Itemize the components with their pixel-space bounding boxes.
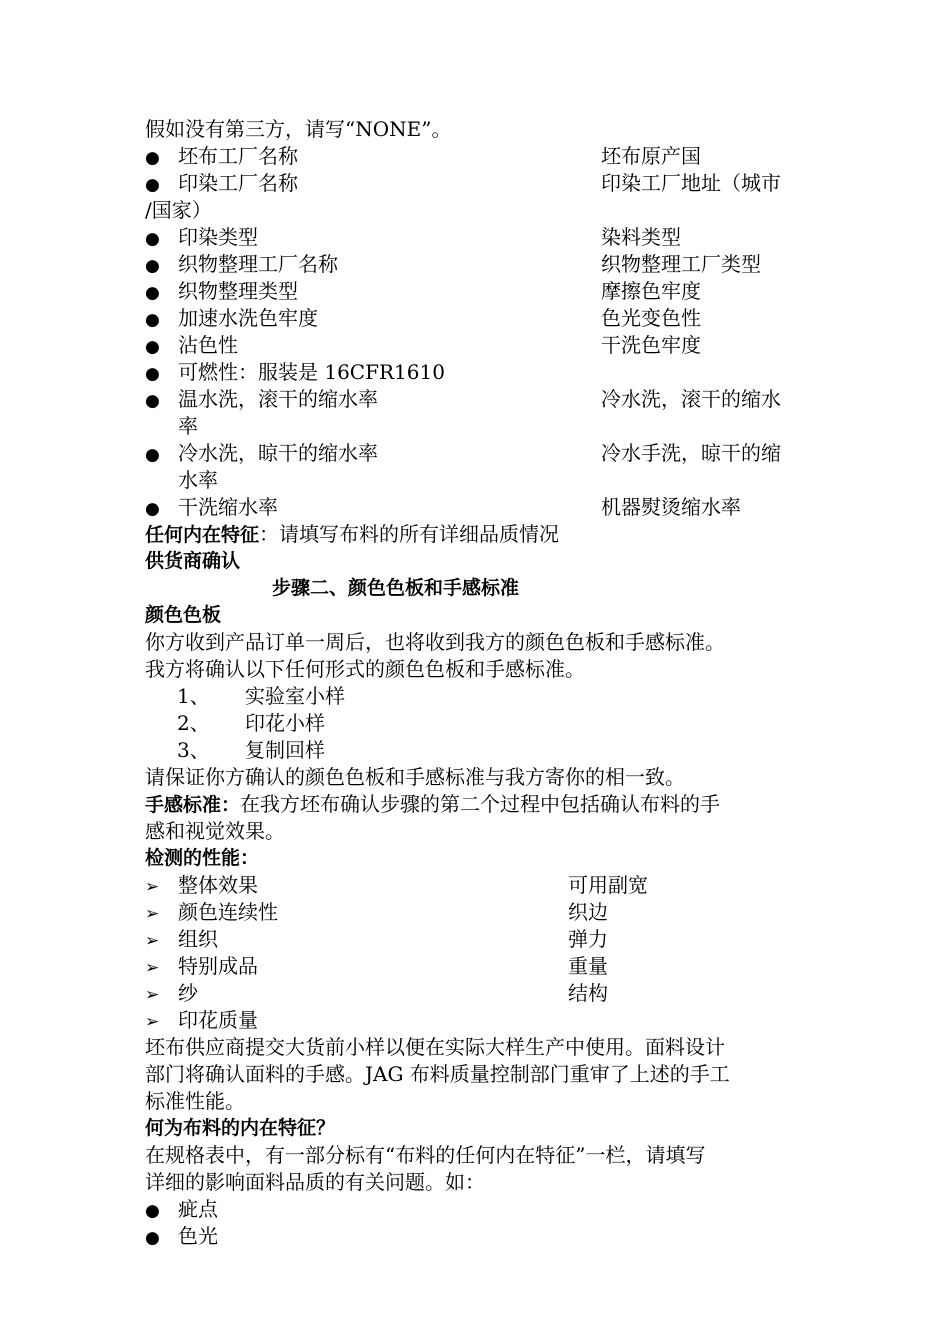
item-left: 可燃性：服装是 16CFR1610	[178, 360, 445, 384]
list-item	[145, 251, 810, 278]
spec-para-line-2: 详细的影响面料品质的有关问题。如：	[145, 1170, 485, 1194]
bullet-icon	[145, 359, 178, 386]
bullet-icon	[145, 251, 178, 278]
hand-standard-line-1	[145, 791, 810, 818]
arrow-bullet-icon	[145, 980, 178, 1007]
item-right: 干洗色牢度	[601, 333, 701, 357]
list-item	[145, 224, 810, 251]
greige-para-line-3: 标准性能。	[145, 1089, 245, 1113]
item-right: 机器熨烫缩水率	[601, 495, 741, 519]
list-item	[145, 440, 810, 467]
ensure-line: 请保证你方确认的颜色色板和手感标准与我方寄你的相一致。	[145, 765, 685, 789]
inherent-label: 任何内在特征	[145, 524, 260, 546]
item-continuation: 水率	[178, 468, 218, 492]
defect-list	[145, 1196, 810, 1250]
document-body	[145, 116, 810, 1250]
item-left: 印染类型	[178, 225, 258, 249]
list-item	[145, 170, 810, 197]
item-right: 结构	[568, 981, 608, 1005]
step2-heading: 步骤二、颜色色板和手感标准	[272, 577, 520, 599]
bullet-icon	[145, 386, 178, 413]
inherent-characteristics-heading: 何为布料的内在特征？	[145, 1117, 336, 1139]
item-right: 色光变色性	[601, 306, 701, 330]
hand-standard-label: 手感标准：	[145, 794, 241, 816]
item-right: 冷水洗，滚干的缩水	[601, 387, 781, 411]
tested-properties-heading: 检测的性能：	[145, 847, 260, 869]
bullet-icon	[145, 1223, 178, 1250]
item-right: 织物整理工厂类型	[601, 252, 761, 276]
item-left: 印花质量	[178, 1008, 258, 1032]
item-left: 组织	[178, 927, 218, 951]
arrow-bullet-icon	[145, 953, 178, 980]
item-text: 复制回样	[245, 738, 325, 762]
list-item	[145, 683, 810, 710]
item-left: 坯布工厂名称	[178, 144, 298, 168]
arrow-bullet-icon	[145, 899, 178, 926]
arrow-bullet-icon	[145, 1007, 178, 1034]
list-item	[145, 710, 810, 737]
item-right: 坯布原产国	[601, 144, 701, 168]
item-left: 干洗缩水率	[178, 495, 278, 519]
bullet-icon	[145, 224, 178, 251]
item-left: 印染工厂名称	[178, 171, 298, 195]
item-text: 色光	[178, 1224, 218, 1248]
list-item	[145, 278, 810, 305]
list-item	[145, 980, 810, 1007]
tested-properties-list	[145, 872, 810, 1034]
item-continuation: 率	[178, 414, 198, 438]
greige-para-line-2: 部门将确认面料的手感。JAG 布料质量控制部门重审了上述的手工	[145, 1062, 730, 1086]
item-right: 染料类型	[601, 225, 681, 249]
list-item	[145, 953, 810, 980]
hand-standard-text: 在我方坯布确认步骤的第二个过程中包括确认布料的手	[240, 792, 721, 816]
spec-para-line-1: 在规格表中，有一部分标有“布料的任何内在特征”一栏，请填写	[145, 1143, 706, 1167]
item-left: 整体效果	[178, 873, 258, 897]
color-para-line-2: 我方将确认以下任何形式的颜色色板和手感标准。	[145, 657, 585, 681]
list-item	[145, 1196, 810, 1223]
bullet-icon	[145, 305, 178, 332]
list-item	[145, 899, 810, 926]
item-right: 弹力	[568, 927, 608, 951]
item-right	[601, 359, 810, 386]
list-item	[145, 1223, 810, 1250]
item-left: 温水洗，滚干的缩水率	[178, 387, 378, 411]
item-number: 3、	[177, 738, 210, 762]
list-item	[145, 494, 810, 521]
item-right: 织边	[568, 900, 608, 924]
inherent-text: ：请填写布料的所有详细品质情况	[259, 522, 560, 546]
item-left: 加速水洗色牢度	[178, 306, 318, 330]
color-swatch-heading: 颜色色板	[145, 604, 222, 626]
item-left: 纱	[178, 981, 198, 1005]
item-left: 颜色连续性	[178, 900, 278, 924]
intro-line: 假如没有第三方，请写“NONE”。	[145, 117, 452, 141]
list-item	[145, 332, 810, 359]
bullet-icon	[145, 170, 178, 197]
item-number: 2、	[177, 711, 210, 735]
arrow-bullet-icon	[145, 926, 178, 953]
item-right: 可用副宽	[568, 873, 648, 897]
list-item	[145, 872, 810, 899]
supplier-confirm-heading: 供货商确认	[145, 550, 241, 572]
bullet-icon	[145, 278, 178, 305]
item-right: 摩擦色牢度	[601, 279, 701, 303]
bullet-icon	[145, 494, 178, 521]
item-text: 实验室小样	[245, 684, 345, 708]
item-left: 特别成品	[178, 954, 258, 978]
hand-standard-line-2: 感和视觉效果。	[145, 819, 285, 843]
item-left: 织物整理类型	[178, 279, 298, 303]
item-right	[568, 1007, 810, 1034]
factory-info-list	[145, 143, 810, 521]
list-item	[145, 1007, 810, 1034]
arrow-bullet-icon	[145, 872, 178, 899]
swatch-type-list	[145, 683, 810, 764]
color-para-line-1: 你方收到产品订单一周后，也将收到我方的颜色色板和手感标准。	[145, 630, 725, 654]
greige-para-line-1: 坯布供应商提交大货前小样以便在实际大样生产中使用。面料设计	[145, 1035, 725, 1059]
item-right: 冷水手洗，晾干的缩	[601, 441, 781, 465]
item-continuation: /国家）	[145, 198, 212, 222]
bullet-icon	[145, 143, 178, 170]
list-item	[145, 359, 810, 386]
item-right: 重量	[568, 954, 608, 978]
item-left: 织物整理工厂名称	[178, 252, 338, 276]
item-text: 印花小样	[245, 711, 325, 735]
inherent-line	[145, 521, 810, 548]
list-item	[145, 737, 810, 764]
list-item	[145, 926, 810, 953]
item-number: 1、	[177, 684, 210, 708]
bullet-icon	[145, 440, 178, 467]
item-left: 沾色性	[178, 333, 238, 357]
item-right: 印染工厂地址（城市	[601, 171, 781, 195]
list-item	[145, 386, 810, 413]
bullet-icon	[145, 1196, 178, 1223]
list-item	[145, 143, 810, 170]
item-left: 冷水洗，晾干的缩水率	[178, 441, 378, 465]
item-text: 疵点	[178, 1197, 218, 1221]
list-item	[145, 305, 810, 332]
bullet-icon	[145, 332, 178, 359]
